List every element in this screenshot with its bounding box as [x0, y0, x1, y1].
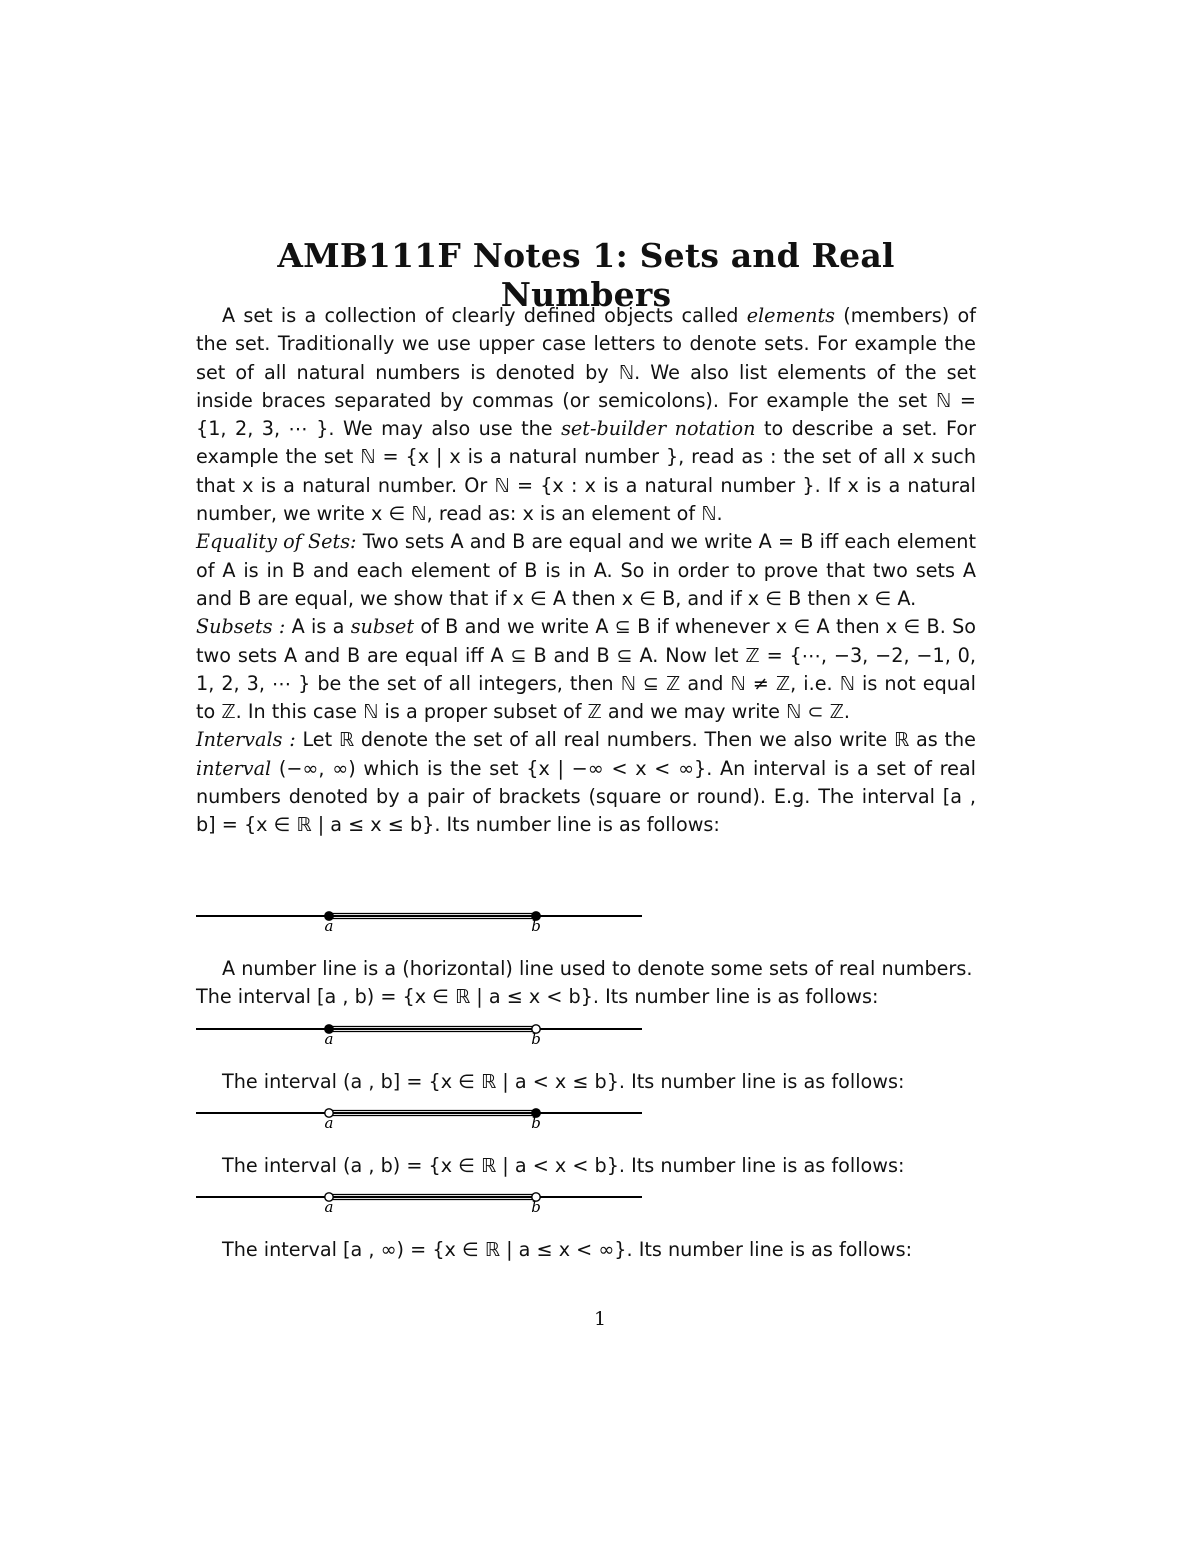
endpoint-a-label: a: [324, 1114, 334, 1131]
intro-paragraph: [196, 302, 976, 528]
intervals-text-1: Let ℝ denote the set of all real numbers. Then we also write ℝ as the: [295, 728, 976, 752]
number-line-open-closed: [196, 1103, 646, 1131]
endpoint-b-label: b: [531, 917, 541, 934]
intro-text-1: A set is a collection of clearly defined objects called: [222, 304, 747, 327]
page-title: AMB111F Notes 1: Sets and Real Numbers: [277, 236, 895, 314]
intervals-text-2: (−∞, ∞) which is the set {x | −∞ < x < ∞}. An interval is a set of real numbers denoted by a pair of brackets (square or round). E.g. The interval [a , b] = {x ∈ ℝ | a ≤ x ≤ b}. Its number line is as follows:: [196, 756, 976, 837]
intro-text-3: to describe a set. For example the set ℕ = {x | x is a natural number }, read as : the set of all x such that x is a natural number. Or ℕ = {x : x is a natural number }. If x is a natural number, we write x ∈ ℕ, read as: x is an element of ℕ.: [196, 417, 976, 526]
number-line-open-open: [196, 1187, 646, 1215]
subsets-emphasis: subset: [350, 615, 415, 639]
number-line-definition: A number line is a (horizontal) line used to denote some sets of real numbers.: [222, 957, 973, 980]
number-line-closed-closed: [196, 906, 646, 934]
equality-label: Equality of Sets:: [196, 530, 357, 554]
subsets-text-1: A is a: [285, 615, 351, 639]
interval-ray-text: The interval [a , ∞) = {x ∈ ℝ | a ≤ x < ∞}. Its number line is as follows:: [222, 1238, 913, 1261]
endpoint-b-label: b: [531, 1198, 541, 1215]
endpoint-a-label: a: [324, 1030, 334, 1047]
intro-emphasis-set-builder: set-builder notation: [561, 417, 756, 441]
endpoint-a-label: a: [324, 1198, 334, 1215]
interval-half-open-right-text: The interval [a , b) = {x ∈ ℝ | a ≤ x < b}. Its number line is as follows:: [196, 985, 879, 1008]
interval-half-open-left-text: The interval (a , b] = {x ∈ ℝ | a < x ≤ b}. Its number line is as follows:: [222, 1070, 905, 1093]
endpoint-b-label: b: [531, 1030, 541, 1047]
subsets-text-2: of B and we write A ⊆ B if whenever x ∈ A then x ∈ B. So two sets A and B are equal iff A ⊆ B and B ⊆ A. Now let ℤ = {⋯, −3, −2, −1, 0, 1, 2, 3, ⋯ } be the set of all integers, then ℕ ⊆ ℤ and ℕ ≠ ℤ, i.e. ℕ is not equal to ℤ. In this case ℕ is a proper subset of ℤ and we may write ℕ ⊂ ℤ.: [196, 615, 977, 724]
intro-text-2: (members) of the set. Traditionally we use upper case letters to denote sets. For example the set of all natural numbers is denoted by ℕ. We also list elements of the set inside braces separated by commas (or semicolons). For example the set ℕ = {1, 2, 3, ⋯ }. We may also use the: [196, 304, 976, 441]
number-line-closed-open: [196, 1019, 646, 1047]
equality-paragraph: [196, 528, 976, 613]
intervals-paragraph: [196, 726, 976, 839]
intervals-label: Intervals :: [196, 728, 296, 752]
page-number: 1: [593, 1308, 607, 1330]
endpoint-b-label: b: [531, 1114, 541, 1131]
intervals-emphasis: interval: [196, 756, 272, 780]
equality-text: Two sets A and B are equal and we write A = B iff each element of A is in B and each element of B is in A. So in order to prove that two sets A and B are equal, we show that if x ∈ A then x ∈ B, and if x ∈ B then x ∈ A.: [196, 530, 976, 610]
subsets-paragraph: [196, 613, 976, 726]
intro-emphasis-elements: elements: [746, 304, 835, 327]
subsets-label: Subsets :: [196, 615, 286, 639]
interval-open-text: The interval (a , b) = {x ∈ ℝ | a < x < b}. Its number line is as follows:: [222, 1154, 905, 1177]
endpoint-a-label: a: [324, 917, 334, 934]
body-text: [196, 302, 976, 840]
